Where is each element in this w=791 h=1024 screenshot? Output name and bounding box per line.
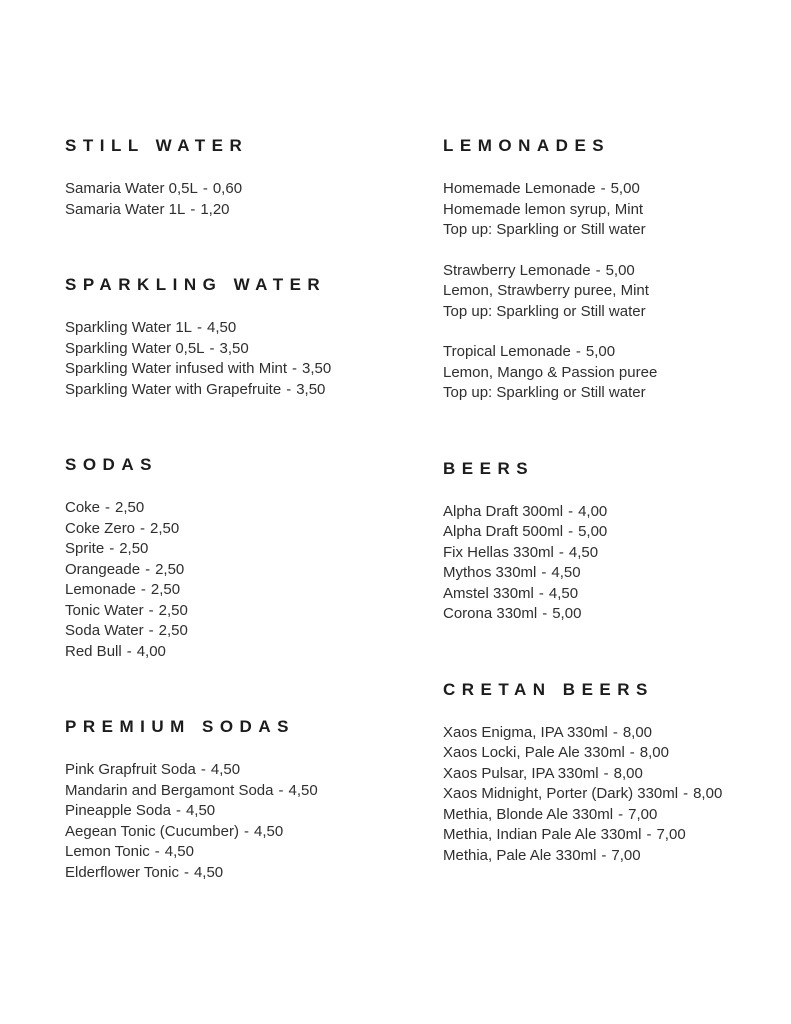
item-price: 4,50 — [551, 564, 581, 581]
item-name-price-line — [443, 522, 751, 543]
menu-item-samaria-water-0-5l — [65, 179, 443, 200]
item-name: Xaos Midnight, Porter (Dark) 330ml — [443, 785, 679, 802]
item-description: Top up: Sparkling or Still water — [443, 384, 646, 401]
item-name: Coke — [65, 499, 101, 516]
item-name-price-line — [443, 179, 751, 200]
section-title: LEMONADES — [443, 136, 611, 155]
menu-item-sprite — [65, 539, 443, 560]
item-name-price-line — [443, 784, 751, 805]
item-price: 4,50 — [164, 843, 194, 860]
price-separator: - — [612, 723, 618, 741]
item-name: Sprite — [65, 540, 105, 557]
menu-item-sparkling-water-1l — [65, 318, 443, 339]
menu-item-soda-water — [65, 621, 443, 642]
item-price: 4,50 — [288, 781, 318, 799]
item-price: 5,00 — [585, 343, 616, 360]
price-separator: - — [202, 180, 208, 197]
price-separator: - — [148, 622, 154, 639]
item-name-price-line — [65, 498, 443, 519]
item-name-price-line — [65, 801, 443, 822]
item-name-price-line — [443, 604, 751, 625]
price-separator: - — [538, 584, 544, 602]
price-separator: - — [140, 519, 146, 537]
item-name: Lemon Tonic — [65, 843, 150, 860]
price-separator: - — [109, 540, 115, 557]
item-price: 8,00 — [693, 785, 723, 802]
price-separator: - — [595, 261, 601, 279]
menu-item-alpha-draft-300ml — [443, 502, 751, 523]
item-name: Homemade Lemonade — [443, 180, 596, 197]
item-name-price-line — [65, 621, 443, 642]
item-name: Coke Zero — [65, 519, 136, 537]
menu-item-methia-pale-ale-330ml — [443, 846, 751, 867]
item-name: Aegean Tonic (Cucumber) — [65, 822, 239, 840]
item-price: 4,50 — [185, 802, 216, 819]
item-name-price-line — [65, 539, 443, 560]
item-price: 2,50 — [115, 499, 145, 516]
item-name: Sparkling Water 0,5L — [65, 339, 205, 357]
item-name-price-line — [443, 723, 751, 744]
price-separator: - — [200, 761, 206, 778]
price-separator: - — [601, 846, 607, 864]
item-description: Lemon, Mango & Passion puree — [443, 363, 658, 381]
item-name-price-line — [65, 842, 443, 863]
item-name-price-line — [443, 846, 751, 867]
price-separator: - — [646, 826, 652, 843]
menu-item-orangeade — [65, 560, 443, 581]
menu-item-pineapple-soda — [65, 801, 443, 822]
price-separator: - — [145, 560, 151, 578]
menu-item-sparkling-water-infused-with-mint — [65, 359, 443, 380]
item-name: Alpha Draft 300ml — [443, 502, 564, 520]
menu-item-amstel-330ml — [443, 584, 751, 605]
price-separator: - — [278, 781, 284, 799]
item-price: 4,50 — [210, 761, 241, 778]
item-name: Strawberry Lemonade — [443, 261, 591, 279]
menu-item-corona-330ml — [443, 604, 751, 625]
item-price: 1,20 — [200, 200, 230, 218]
item-name: Alpha Draft 500ml — [443, 523, 564, 540]
price-separator: - — [558, 543, 564, 561]
price-separator: - — [140, 581, 146, 598]
menu-item-sparkling-water-with-grapefruite — [65, 380, 443, 401]
price-separator: - — [568, 502, 574, 520]
item-name: Orangeade — [65, 560, 141, 578]
item-name-price-line — [65, 519, 443, 540]
price-separator: - — [292, 360, 298, 377]
menu-item-lemonade — [65, 580, 443, 601]
item-name: Pineapple Soda — [65, 802, 171, 819]
item-price: 7,00 — [611, 846, 641, 864]
price-separator: - — [175, 802, 181, 819]
price-separator: - — [629, 744, 635, 761]
menu-section-still-water — [65, 135, 443, 220]
item-name: Mythos 330ml — [443, 564, 537, 581]
item-description: Lemon, Strawberry puree, Mint — [443, 282, 649, 299]
menu-section-premium-sodas — [65, 716, 443, 883]
item-price: 8,00 — [639, 744, 669, 761]
price-separator: - — [154, 843, 160, 860]
item-name-price-line — [65, 601, 443, 622]
item-name: Xaos Enigma, IPA 330ml — [443, 723, 608, 741]
item-name: Soda Water — [65, 622, 144, 639]
item-name-price-line — [65, 863, 443, 884]
item-name: Sparkling Water with Grapefruite — [65, 380, 282, 398]
item-name: Lemonade — [65, 581, 136, 598]
menu-item-mandarin-and-bergamont-soda — [65, 781, 443, 802]
menu-section-cretan-beers — [443, 679, 751, 867]
item-name-price-line — [443, 261, 751, 282]
section-title: BEERS — [443, 458, 535, 478]
item-name: Methia, Indian Pale Ale 330ml — [443, 826, 642, 843]
price-separator: - — [618, 805, 624, 823]
item-name: Methia, Pale Ale 330ml — [443, 846, 597, 864]
item-name: Sparkling Water 1L — [65, 319, 193, 336]
item-price: 5,00 — [578, 523, 608, 540]
item-price: 3,50 — [302, 360, 332, 377]
menu-section-sparkling-water — [65, 274, 443, 400]
menu-item-strawberry-lemonade — [443, 261, 751, 323]
item-name-price-line — [65, 359, 443, 380]
menu-column-left — [65, 135, 443, 1024]
item-name-price-line — [65, 642, 443, 663]
price-separator: - — [541, 564, 547, 581]
menu-item-tonic-water — [65, 601, 443, 622]
item-price: 5,00 — [552, 605, 582, 622]
menu-item-xaos-midnight-porter-dark-330ml — [443, 784, 751, 805]
price-separator: - — [243, 822, 249, 840]
menu-item-coke-zero — [65, 519, 443, 540]
item-price: 4,00 — [578, 502, 608, 520]
item-name: Xaos Pulsar, IPA 330ml — [443, 764, 599, 782]
item-name-price-line — [65, 200, 443, 221]
item-price: 4,50 — [568, 543, 599, 561]
item-name: Elderflower Tonic — [65, 863, 179, 881]
item-name-price-line — [65, 339, 443, 360]
section-title: SPARKLING WATER — [65, 275, 327, 294]
item-name-price-line — [443, 805, 751, 826]
item-name-price-line — [443, 764, 751, 785]
item-name-price-line — [65, 380, 443, 401]
item-price: 2,50 — [158, 622, 188, 639]
item-price: 8,00 — [613, 764, 643, 782]
price-separator: - — [603, 764, 609, 782]
price-separator: - — [542, 605, 548, 622]
item-price: 2,50 — [150, 581, 181, 598]
item-name: Pink Grapfruit Soda — [65, 761, 196, 778]
menu-column-right — [443, 135, 751, 1024]
item-name: Tonic Water — [65, 601, 144, 619]
menu-item-red-bull — [65, 642, 443, 663]
menu-item-methia-indian-pale-ale-330ml — [443, 825, 751, 846]
item-name-price-line — [65, 781, 443, 802]
menu-item-xaos-locki-pale-ale-330ml — [443, 743, 751, 764]
menu-section-sodas — [65, 454, 443, 662]
item-name-price-line — [443, 743, 751, 764]
item-name: Tropical Lemonade — [443, 343, 571, 360]
menu-item-coke — [65, 498, 443, 519]
menu-item-pink-grapfruit-soda — [65, 760, 443, 781]
menu-section-lemonades — [443, 135, 751, 404]
item-price: 4,50 — [207, 319, 237, 336]
menu-item-sparkling-water-0-5l — [65, 339, 443, 360]
menu-item-xaos-enigma-ipa-330ml — [443, 723, 751, 744]
price-separator: - — [575, 343, 581, 360]
item-name: Methia, Blonde Ale 330ml — [443, 805, 614, 823]
price-separator: - — [197, 319, 203, 336]
price-separator: - — [600, 180, 606, 197]
item-name-price-line — [65, 560, 443, 581]
item-name: Amstel 330ml — [443, 584, 534, 602]
item-price: 0,60 — [212, 180, 243, 197]
price-separator: - — [148, 601, 154, 619]
section-title: CRETAN BEERS — [443, 679, 654, 699]
item-price: 8,00 — [622, 723, 653, 741]
menu-item-methia-blonde-ale-330ml — [443, 805, 751, 826]
item-name-price-line — [443, 825, 751, 846]
section-title: STILL WATER — [65, 136, 249, 155]
section-title: SODAS — [65, 455, 158, 474]
item-description: Homemade lemon syrup, Mint — [443, 200, 644, 218]
item-price: 2,50 — [150, 519, 180, 537]
item-name: Samaria Water 0,5L — [65, 180, 198, 197]
menu-item-elderflower-tonic — [65, 863, 443, 884]
item-name-price-line — [65, 318, 443, 339]
item-price: 2,50 — [119, 540, 149, 557]
item-price: 4,50 — [253, 822, 284, 840]
price-separator: - — [190, 200, 196, 218]
item-name: Xaos Locki, Pale Ale 330ml — [443, 744, 625, 761]
item-price: 4,50 — [193, 863, 224, 881]
menu-item-xaos-pulsar-ipa-330ml — [443, 764, 751, 785]
item-name-price-line — [443, 342, 751, 363]
item-name: Sparkling Water infused with Mint — [65, 360, 288, 377]
item-price: 3,50 — [219, 339, 249, 357]
price-separator: - — [209, 339, 215, 357]
price-separator: - — [568, 523, 574, 540]
menu-item-samaria-water-1l — [65, 200, 443, 221]
menu-item-fix-hellas-330ml — [443, 543, 751, 564]
menu-item-homemade-lemonade — [443, 179, 751, 241]
price-separator: - — [183, 863, 189, 881]
item-name-price-line — [443, 563, 751, 584]
price-separator: - — [126, 642, 132, 660]
menu-item-mythos-330ml — [443, 563, 751, 584]
item-name: Red Bull — [65, 642, 122, 660]
item-price: 5,00 — [605, 261, 635, 279]
item-name-price-line — [65, 822, 443, 843]
price-separator: - — [105, 499, 111, 516]
item-price: 4,00 — [136, 642, 166, 660]
item-name-price-line — [443, 584, 751, 605]
item-price: 3,50 — [296, 380, 326, 398]
item-price: 4,50 — [548, 584, 579, 602]
item-price: 5,00 — [610, 180, 640, 197]
item-name-price-line — [65, 580, 443, 601]
item-name-price-line — [65, 179, 443, 200]
menu-item-lemon-tonic — [65, 842, 443, 863]
item-name: Fix Hellas 330ml — [443, 543, 554, 561]
item-price: 7,00 — [628, 805, 658, 823]
item-name-price-line — [443, 543, 751, 564]
price-separator: - — [683, 785, 689, 802]
menu-item-alpha-draft-500ml — [443, 522, 751, 543]
section-title: PREMIUM SODAS — [65, 717, 295, 736]
item-name-price-line — [443, 502, 751, 523]
menu-item-aegean-tonic-cucumber — [65, 822, 443, 843]
item-price: 2,50 — [158, 601, 188, 619]
item-description: Top up: Sparkling or Still water — [443, 221, 646, 238]
item-name: Mandarin and Bergamont Soda — [65, 781, 274, 799]
item-price: 2,50 — [155, 560, 185, 578]
menu-item-tropical-lemonade — [443, 342, 751, 404]
menu-section-beers — [443, 458, 751, 625]
item-price: 7,00 — [656, 826, 686, 843]
price-separator: - — [286, 380, 292, 398]
item-name: Corona 330ml — [443, 605, 538, 622]
item-name-price-line — [65, 760, 443, 781]
item-name: Samaria Water 1L — [65, 200, 186, 218]
item-description: Top up: Sparkling or Still water — [443, 302, 646, 320]
